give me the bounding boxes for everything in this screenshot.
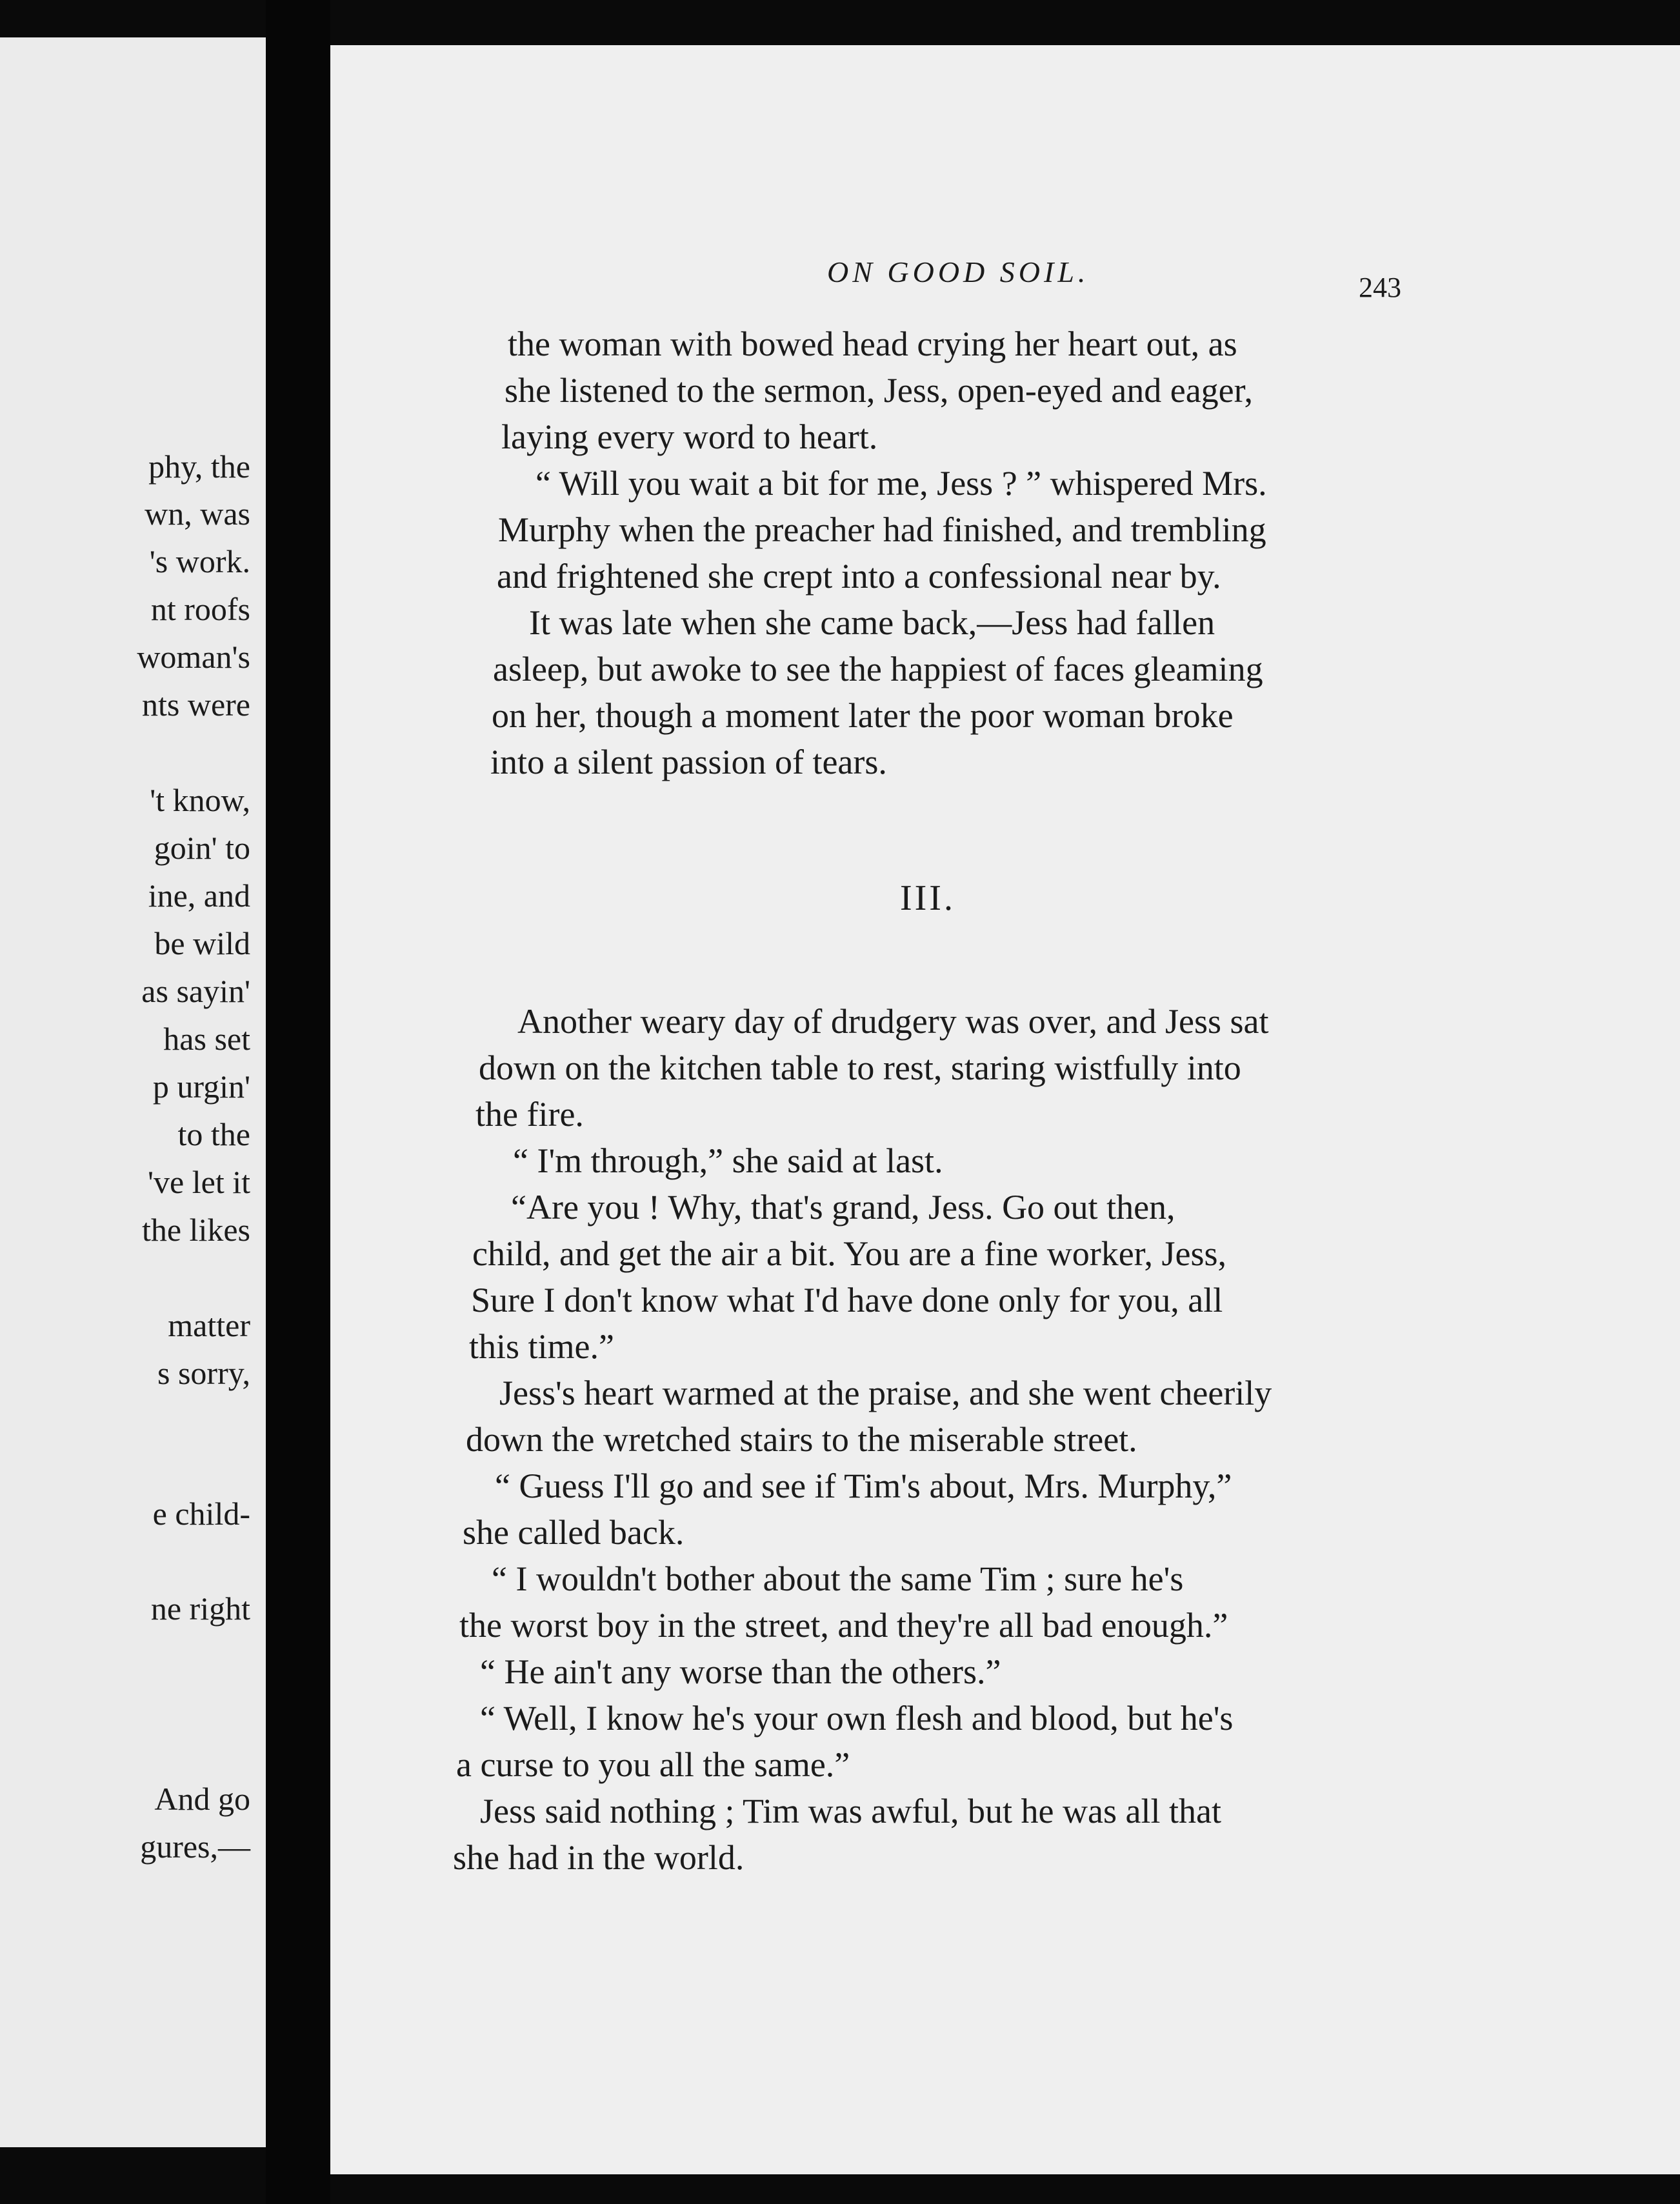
left-fragment: be wild — [154, 925, 250, 961]
left-fragment: e child- — [152, 1496, 250, 1532]
text-line: It was late when she came back,—Jess had fallen — [529, 603, 1215, 642]
text-line: a curse to you all the same.” — [456, 1745, 850, 1784]
text-line: she called back. — [463, 1513, 685, 1552]
text-line: child, and get the air a bit. You are a fine worker, Jess, — [472, 1234, 1227, 1273]
left-fragment: p urgin' — [152, 1068, 250, 1105]
text-line: she had in the world. — [453, 1838, 745, 1877]
text-line: the woman with bowed head crying her heart out, as — [508, 325, 1237, 363]
text-line: on her, though a moment later the poor woman broke — [492, 696, 1234, 735]
left-fragment: nt roofs — [150, 591, 250, 627]
left-page — [0, 37, 266, 2147]
text-line: asleep, but awoke to see the happiest of faces gleaming — [493, 650, 1263, 688]
text-line: Sure I don't know what I'd have done only for you, all — [471, 1281, 1223, 1319]
text-line: she listened to the sermon, Jess, open-eyed and eager, — [505, 371, 1253, 410]
left-fragment: 't know, — [150, 782, 250, 818]
left-fragment: And go — [154, 1781, 250, 1817]
book-gutter — [266, 0, 330, 2204]
left-fragment: wn, was — [145, 496, 250, 532]
left-fragment: has set — [163, 1021, 250, 1057]
left-fragment: the likes — [141, 1212, 250, 1248]
left-fragment: nts were — [142, 686, 250, 723]
running-head: ON GOOD SOIL. — [827, 255, 1090, 288]
text-line: down the wretched stairs to the miserable street. — [466, 1420, 1137, 1459]
right-page — [330, 45, 1680, 2174]
left-fragment: goin' to — [154, 830, 250, 866]
text-line: Another weary day of drudgery was over, and Jess sat — [517, 1002, 1269, 1041]
text-line: the worst boy in the street, and they're all bad enough.” — [459, 1606, 1228, 1645]
left-fragment: as sayin' — [141, 973, 250, 1009]
page-number: 243 — [1359, 272, 1401, 303]
left-fragment: ne right — [150, 1590, 250, 1627]
text-line: Jess said nothing ; Tim was awful, but he was all that — [480, 1792, 1221, 1830]
text-line: and frightened she crept into a confessional near by. — [497, 557, 1221, 596]
left-fragment: woman's — [137, 639, 250, 675]
left-fragment: 've let it — [148, 1164, 250, 1200]
text-line: “ I'm through,” she said at last. — [513, 1141, 943, 1180]
text-line: “ Guess I'll go and see if Tim's about, Mrs. Murphy,” — [495, 1467, 1232, 1505]
text-line: down on the kitchen table to rest, staring wistfully into — [479, 1048, 1241, 1087]
left-fragment: s sorry, — [157, 1355, 250, 1391]
text-line: laying every word to heart. — [501, 417, 878, 456]
text-line: Jess's heart warmed at the praise, and she went cheerily — [499, 1374, 1272, 1412]
text-line: “ Well, I know he's your own flesh and blood, but he's — [480, 1699, 1234, 1738]
left-fragment: 's work. — [149, 543, 250, 579]
text-line: “ Will you wait a bit for me, Jess ? ” whispered Mrs. — [535, 464, 1267, 503]
text-line: “ He ain't any worse than the others.” — [480, 1652, 1001, 1691]
text-line: “Are you ! Why, that's grand, Jess. Go out then, — [511, 1188, 1175, 1227]
text-line: the fire. — [475, 1095, 584, 1134]
text-line: Murphy when the preacher had finished, and trembling — [498, 510, 1266, 549]
chapter-heading: III. — [900, 878, 955, 918]
left-fragment: matter — [168, 1307, 250, 1343]
left-fragment: ine, and — [148, 877, 250, 914]
text-line: this time.” — [469, 1327, 614, 1366]
left-fragment: phy, the — [148, 448, 250, 485]
text-line: “ I wouldn't bother about the same Tim ; sure he's — [492, 1559, 1184, 1598]
text-line: into a silent passion of tears. — [490, 743, 887, 781]
left-fragment: to the — [177, 1116, 250, 1152]
left-fragment: gures,— — [140, 1828, 250, 1865]
